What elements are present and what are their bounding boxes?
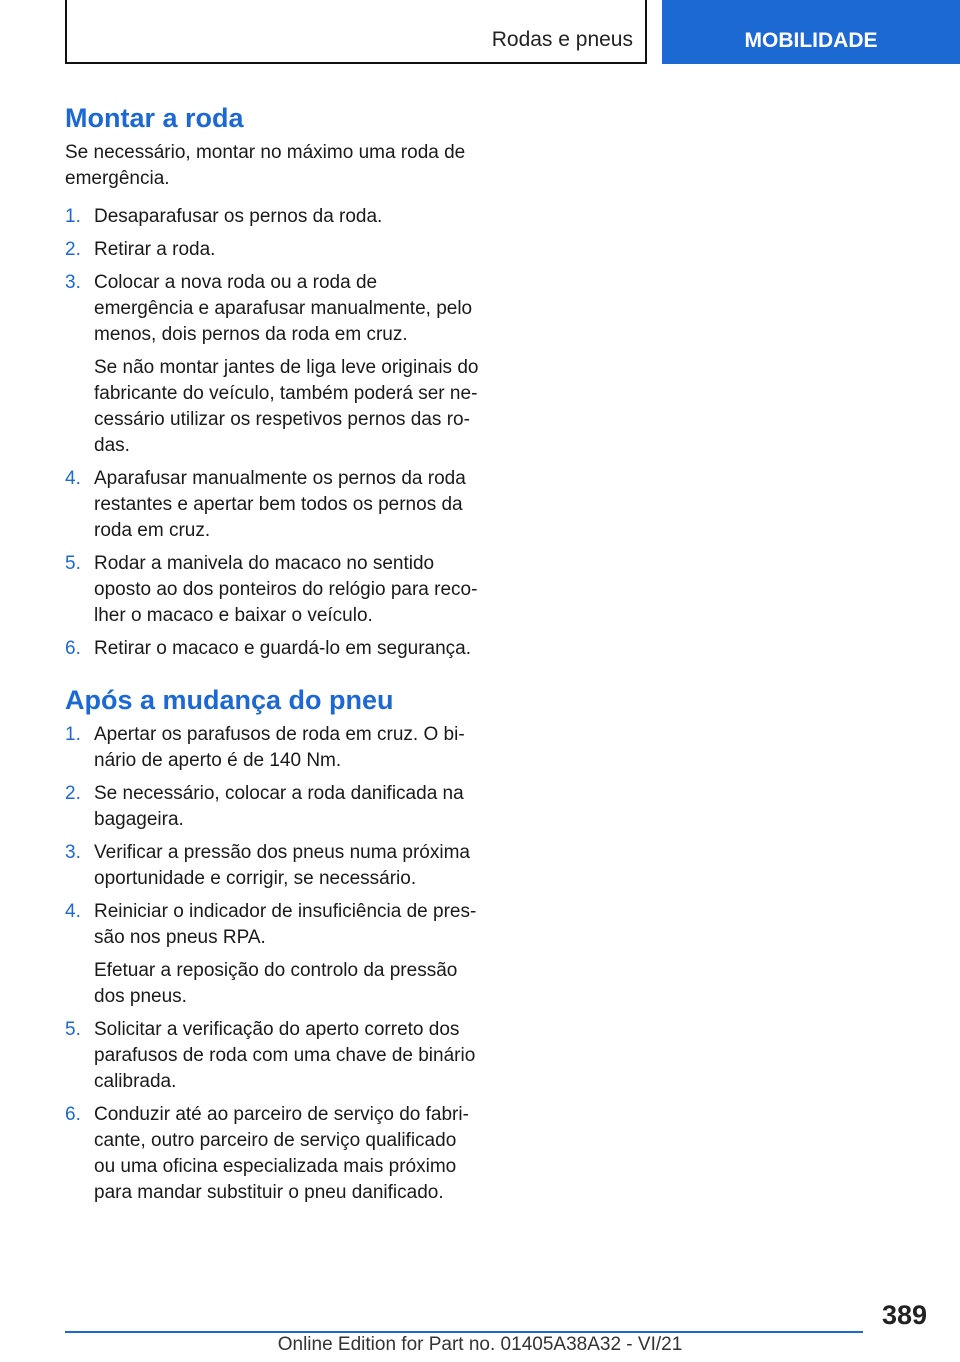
step-text: Retirar a roda. [94,239,216,260]
heading-montar-a-roda: Montar a roda [65,103,244,133]
step-number: 6. [65,638,81,659]
step-number: 5. [65,553,81,574]
step-number: 5. [65,1019,81,1040]
header-frame [65,0,647,64]
page-content [65,100,480,1213]
step-text: Retirar o macaco e guardá-lo em segurança. [94,638,472,659]
step-number: 2. [65,783,81,804]
list-item [65,1017,480,1095]
footer-divider [65,1331,863,1333]
step-text: Colocar a nova roda ou a roda de emergência e aparafusar manualmente, pelo menos, dois pernos da roda em cruz. [94,272,473,345]
list-item [65,270,480,459]
step-text: Verificar a pressão dos pneus numa próxima oportunidade e corrigir, se necessário. [94,842,470,889]
step-number: 4. [65,901,81,922]
steps-list-montar [65,204,480,662]
step-text: Desaparafusar os pernos da roda. [94,206,383,227]
list-item [65,551,480,629]
list-item [65,204,480,230]
intro-text: Se necessário, montar no máximo uma roda de emergência. [65,142,466,189]
step-number: 4. [65,468,81,489]
page-number: 389 [881,1300,927,1330]
footer-edition: Online Edition for Part no. 01405A38A32 - VI/21 [277,1334,683,1355]
heading-apos-mudanca: Após a mudança do pneu [65,685,394,715]
steps-list-apos [65,722,480,1206]
step-text: Aparafusar manualmente os pernos da roda restantes e apertar bem todos os pernos da roda em cruz. [94,468,466,541]
list-item [65,899,480,1010]
list-item [65,237,480,263]
step-text: Rodar a manivela do macaco no sentido oposto ao dos ponteiros do relógio para recolher o macaco e baixar o veículo. [94,553,478,626]
step-text: Conduzir até ao parceiro de serviço do fabricante, outro parceiro de serviço qualificado ou uma oficina especializada mais próximo para mandar substituir o pneu danificado. [94,1104,469,1203]
list-item [65,840,480,892]
step-number: 3. [65,842,81,863]
step-note: Se não montar jantes de liga leve originais do fabricante do veículo, também poderá ser necessário utilizar os respetivos pernos das rodas. [94,357,479,456]
section-title: Rodas e pneus [491,28,633,51]
step-number: 1. [65,724,81,745]
step-number: 1. [65,206,81,227]
step-text: Apertar os parafusos de roda em cruz. O binário de aperto é de 140 Nm. [94,724,465,771]
list-item [65,722,480,774]
list-item [65,781,480,833]
list-item [65,466,480,544]
step-number: 3. [65,272,81,293]
chapter-tab-label: MOBILIDADE [744,29,878,52]
step-text: Reiniciar o indicador de insuficiência de pressão nos pneus RPA. [94,901,477,948]
list-item [65,1102,480,1206]
step-number: 6. [65,1104,81,1125]
step-text: Solicitar a verificação do aperto correto dos parafusos de roda com uma chave de binário calibrada. [94,1019,476,1092]
list-item [65,636,480,662]
step-number: 2. [65,239,81,260]
chapter-tab[interactable] [662,0,960,64]
step-note: Efetuar a reposição do controlo da pressão dos pneus. [94,960,458,1007]
step-text: Se necessário, colocar a roda danificada na bagageira. [94,783,464,830]
